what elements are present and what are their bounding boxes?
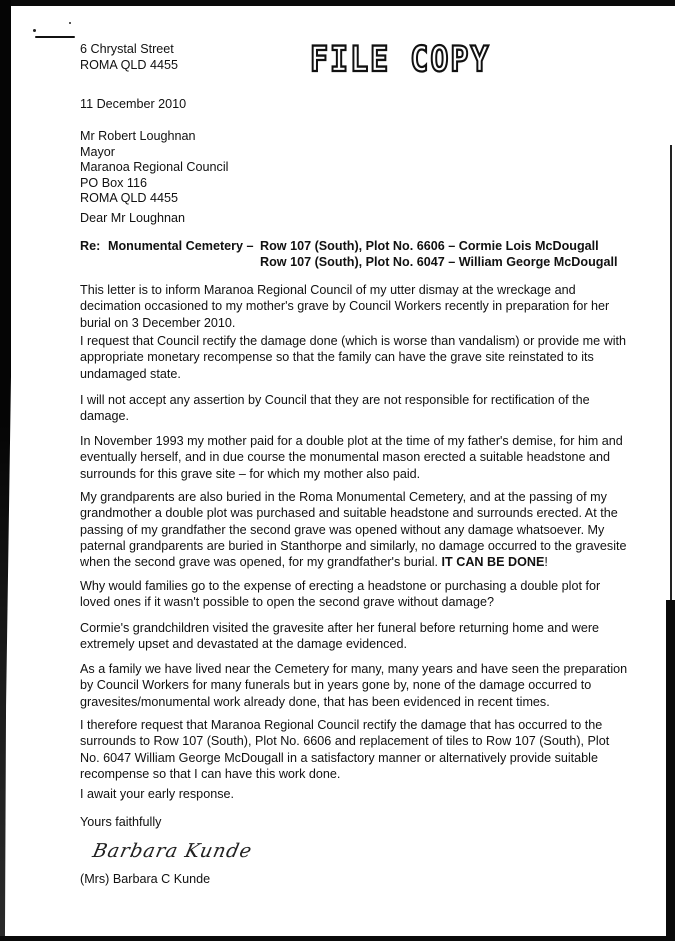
paragraph-line: undamaged state. bbox=[80, 366, 181, 381]
scan-border-right bbox=[666, 600, 675, 941]
emphasis-text: IT CAN BE DONE bbox=[441, 555, 545, 570]
paragraph-6 bbox=[80, 578, 616, 611]
scan-edge-right bbox=[670, 145, 672, 605]
recipient-line: Maranoa Regional Council bbox=[80, 160, 229, 174]
sender-address bbox=[80, 42, 178, 73]
re-label: Re: bbox=[80, 239, 101, 253]
paragraph-line: I will not accept any assertion by Council that they are not responsible for rectification of the bbox=[80, 393, 590, 407]
recipient-line: Mr Robert Loughnan bbox=[80, 129, 196, 143]
file-copy-stamp: FILE COPY bbox=[310, 40, 491, 81]
paragraph-line: extremely upset and devastated at the damage evidenced. bbox=[80, 637, 407, 652]
paragraph-line: surrounds for this grave site – for which my mother also paid. bbox=[80, 466, 421, 481]
paragraph-1 bbox=[80, 282, 616, 331]
paragraph-line: I therefore request that Maranoa Regional Council rectify the damage that has occurred to the bbox=[80, 718, 603, 732]
paragraph-line: recompense so that I can have this work done. bbox=[80, 766, 341, 781]
paragraph-2 bbox=[80, 333, 626, 382]
paragraph-line: Cormie's grandchildren visited the gravesite after her funeral before returning home and were bbox=[80, 621, 600, 635]
paragraph-line: In November 1993 my mother paid for a double plot at the time of my father's demise, for him and bbox=[80, 434, 623, 448]
paragraph-line: Why would families go to the expense of erecting a headstone or purchasing a double plot for bbox=[80, 579, 601, 593]
paragraph-line: My grandparents are also buried in the Roma Monumental Cemetery, and at the passing of my bbox=[80, 490, 607, 504]
salutation: Dear Mr Loughnan bbox=[80, 211, 186, 225]
paragraph-3 bbox=[80, 392, 616, 425]
signatory-name: (Mrs) Barbara C Kunde bbox=[80, 872, 211, 886]
recipient-line: Mayor bbox=[80, 144, 115, 159]
scan-speck bbox=[33, 29, 36, 32]
recipient-line: ROMA QLD 4455 bbox=[80, 191, 178, 205]
re-item: Row 107 (South), Plot No. 6047 – William George McDougall bbox=[260, 255, 618, 269]
paragraph-line: passing of my grandfather the second grave was opened without any damage whatsoever. My bbox=[80, 522, 605, 537]
paragraph-8 bbox=[80, 661, 628, 710]
recipient-address bbox=[80, 129, 228, 207]
letter-date: 11 December 2010 bbox=[80, 97, 187, 111]
paragraph-text: when the second grave was opened, for my grandfather's burial. bbox=[80, 555, 442, 570]
paragraph-line: gravesites/monumental work already done, that has been evidenced in recent times. bbox=[80, 694, 550, 709]
sender-address-line: 6 Chrystal Street bbox=[80, 42, 174, 56]
paragraph-line: by Council Workers for many funerals but in years gone by, none of the damage occurred to bbox=[80, 678, 592, 693]
pen-mark bbox=[35, 36, 75, 38]
scan-border-bottom bbox=[0, 936, 675, 941]
paragraph-line bbox=[80, 554, 616, 570]
paragraph-7 bbox=[80, 620, 616, 653]
scan-speck bbox=[69, 22, 71, 24]
paragraph-line: grandmother a double plot was purchased and suitable headstone and surrounds erected. At the bbox=[80, 506, 618, 521]
closing: Yours faithfully bbox=[80, 815, 162, 829]
paragraph-line: eventually herself, and in due course the monumental mason erected a suitable headstone and bbox=[80, 450, 610, 465]
recipient-line: PO Box 116 bbox=[80, 175, 147, 190]
paragraph-line: decimation occasioned to my mother's grave by Council Workers recently in preparation for her bbox=[80, 299, 610, 314]
paragraph-4 bbox=[80, 433, 623, 482]
paragraph-line: loved ones if it wasn't possible to open the second grave without damage? bbox=[80, 595, 495, 610]
sender-address-line: ROMA QLD 4455 bbox=[80, 57, 178, 72]
paragraph-line: As a family we have lived near the Cemetery for many, many years and have seen the preparation bbox=[80, 662, 628, 676]
paragraph-9 bbox=[80, 717, 616, 782]
paragraph-line: appropriate monetary recompense so that the family can have the grave site reinstated to its bbox=[80, 350, 594, 365]
paragraph-line: surrounds to Row 107 (South), Plot No. 6606 and replacement of tiles to Row 107 (South), Plot bbox=[80, 734, 610, 749]
paragraph-line: This letter is to inform Maranoa Regional Council of my utter dismay at the wreckage and bbox=[80, 283, 576, 297]
closing-request: I await your early response. bbox=[80, 787, 234, 801]
paragraph-line: burial on 3 December 2010. bbox=[80, 315, 236, 330]
re-item: Row 107 (South), Plot No. 6606 – Cormie Lois McDougall bbox=[260, 239, 599, 253]
scan-border-left bbox=[0, 0, 11, 941]
scan-border-top bbox=[0, 0, 675, 6]
paragraph-line: No. 6047 William George McDougall in a satisfactory manner or alternatively provide suitable bbox=[80, 750, 598, 765]
paragraph-text: ! bbox=[544, 555, 548, 570]
paragraph-line: paternal grandparents are buried in Stanthorpe and similarly, no damage occurred to the gravesite bbox=[80, 538, 627, 553]
handwritten-signature: Barbara Kunde bbox=[90, 840, 255, 862]
paragraph-line: I request that Council rectify the damage done (which is worse than vandalism) or provide me with bbox=[80, 334, 626, 348]
re-subject: Monumental Cemetery – bbox=[108, 239, 254, 253]
paragraph-5 bbox=[80, 489, 627, 570]
re-items bbox=[260, 238, 617, 270]
paragraph-line: damage. bbox=[80, 409, 130, 424]
